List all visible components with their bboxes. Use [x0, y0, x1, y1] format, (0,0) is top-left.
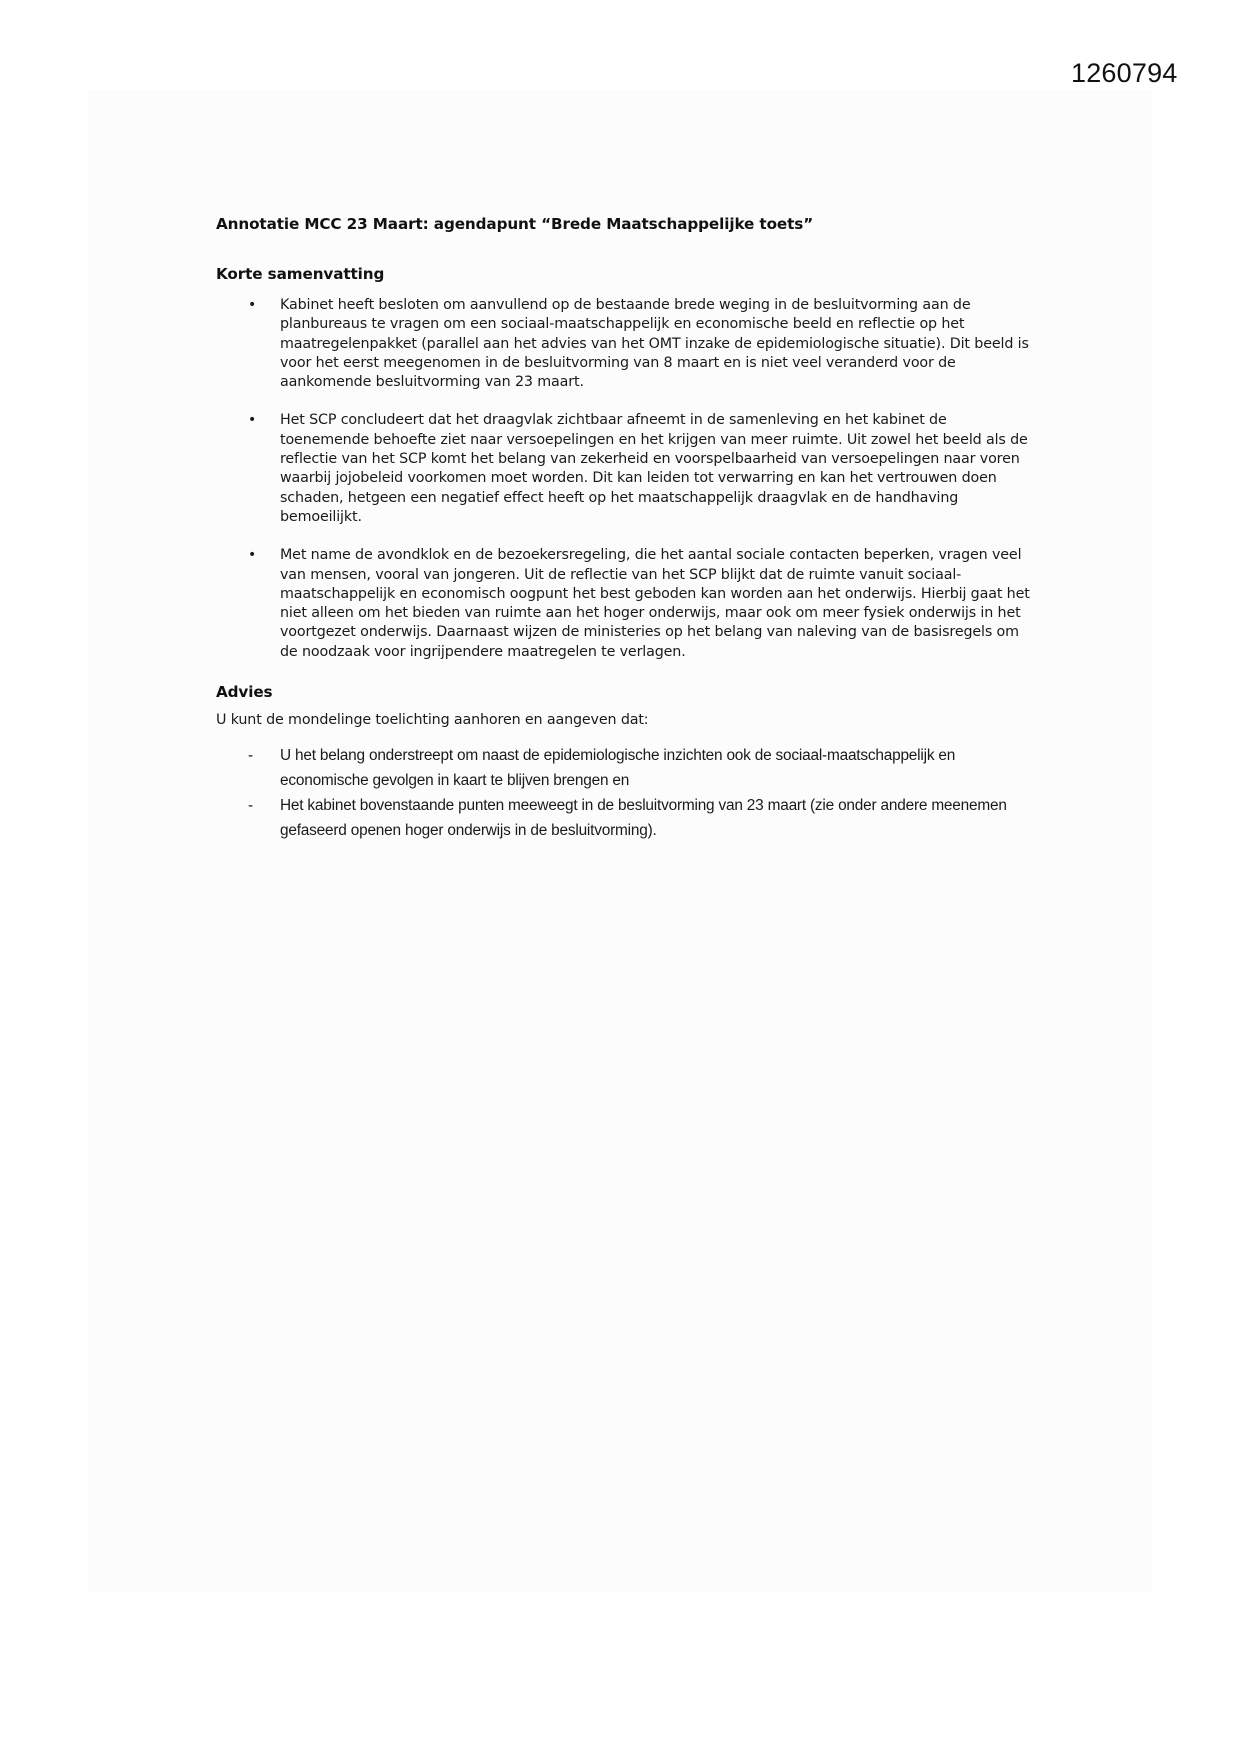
bullet-icon: •	[248, 547, 257, 564]
advice-intro: U kunt de mondelinge toelichting aanhoren en aangeven dat:	[216, 712, 649, 729]
advice-heading: Advies	[216, 683, 273, 702]
summary-item	[216, 296, 1036, 392]
advice-item-text: U het belang onderstreept om naast de epidemiologische inzichten ook de sociaal-maatschappelijk en economische gevolgen in kaart te blijven brengen en	[280, 747, 956, 789]
summary-item	[216, 546, 1036, 662]
bullet-icon: •	[248, 297, 257, 313]
advice-list	[216, 744, 1036, 843]
advice-item-text: Het kabinet bovenstaande punten meeweegt in de besluitvorming van 23 maart (zie onder andere meenemen gefaseerd openen hoger onderwijs in de besluitvorming).	[280, 797, 1007, 839]
advice-item	[216, 794, 1036, 843]
advice-item	[216, 744, 1036, 793]
dash-icon: -	[248, 797, 253, 815]
document-title: Annotatie MCC 23 Maart: agendapunt “Brede Maatschappelijke toets”	[216, 215, 814, 233]
document-body	[216, 214, 1036, 844]
bullet-icon: •	[248, 412, 257, 429]
dash-icon: -	[248, 747, 253, 765]
summary-item-text: Kabinet heeft besloten om aanvullend op de bestaande brede weging in de besluitvorming aan de planbureaus te vragen om een sociaal-maatschappelijk en economische beeld en reflectie op het maatregelenpakket (parallel aan het advies van het OMT inzake de epidemiologische situatie). Dit beeld is voor het eerst meegenomen in de besluitvorming van 8 maart en is niet veel veranderd voor de aankomende besluitvorming van 23 maart.	[280, 297, 1029, 391]
summary-item-text: Met name de avondklok en de bezoekersregeling, die het aantal sociale contacten beperken, vragen veel van mensen, vooral van jongeren. Uit de reflectie van het SCP blijkt dat de ruimte vanuit sociaal-maatschappelijk en economisch oogpunt het best geboden kan worden aan het onderwijs. Hierbij gaat het niet alleen om het bieden van ruimte aan het hoger onderwijs, maar ook om meer fysiek onderwijs in het voortgezet onderwijs. Daarnaast wijzen de ministeries op het belang van naleving van de basisregels om de noodzaak voor ingrijpendere maatregelen te verlagen.	[280, 547, 1030, 660]
summary-item-text: Het SCP concludeert dat het draagvlak zichtbaar afneemt in de samenleving en het kabinet de toenemende behoefte ziet naar versoepelingen en het krijgen van meer ruimte. Uit zowel het beeld als de reflectie van het SCP komt het belang van zekerheid en voorspelbaarheid van versoepelingen naar voren waarbij jojobeleid voorkomen moet worden. Dit kan leiden tot verwarring en kan het vertrouwen doen schaden, hetgeen een negatief effect heeft op het maatschappelijk draagvlak en de handhaving bemoeilijkt.	[280, 412, 1028, 525]
summary-item	[216, 411, 1036, 527]
summary-list	[216, 296, 1036, 662]
summary-heading: Korte samenvatting	[216, 265, 385, 283]
document-number: 1260794	[1071, 58, 1178, 88]
